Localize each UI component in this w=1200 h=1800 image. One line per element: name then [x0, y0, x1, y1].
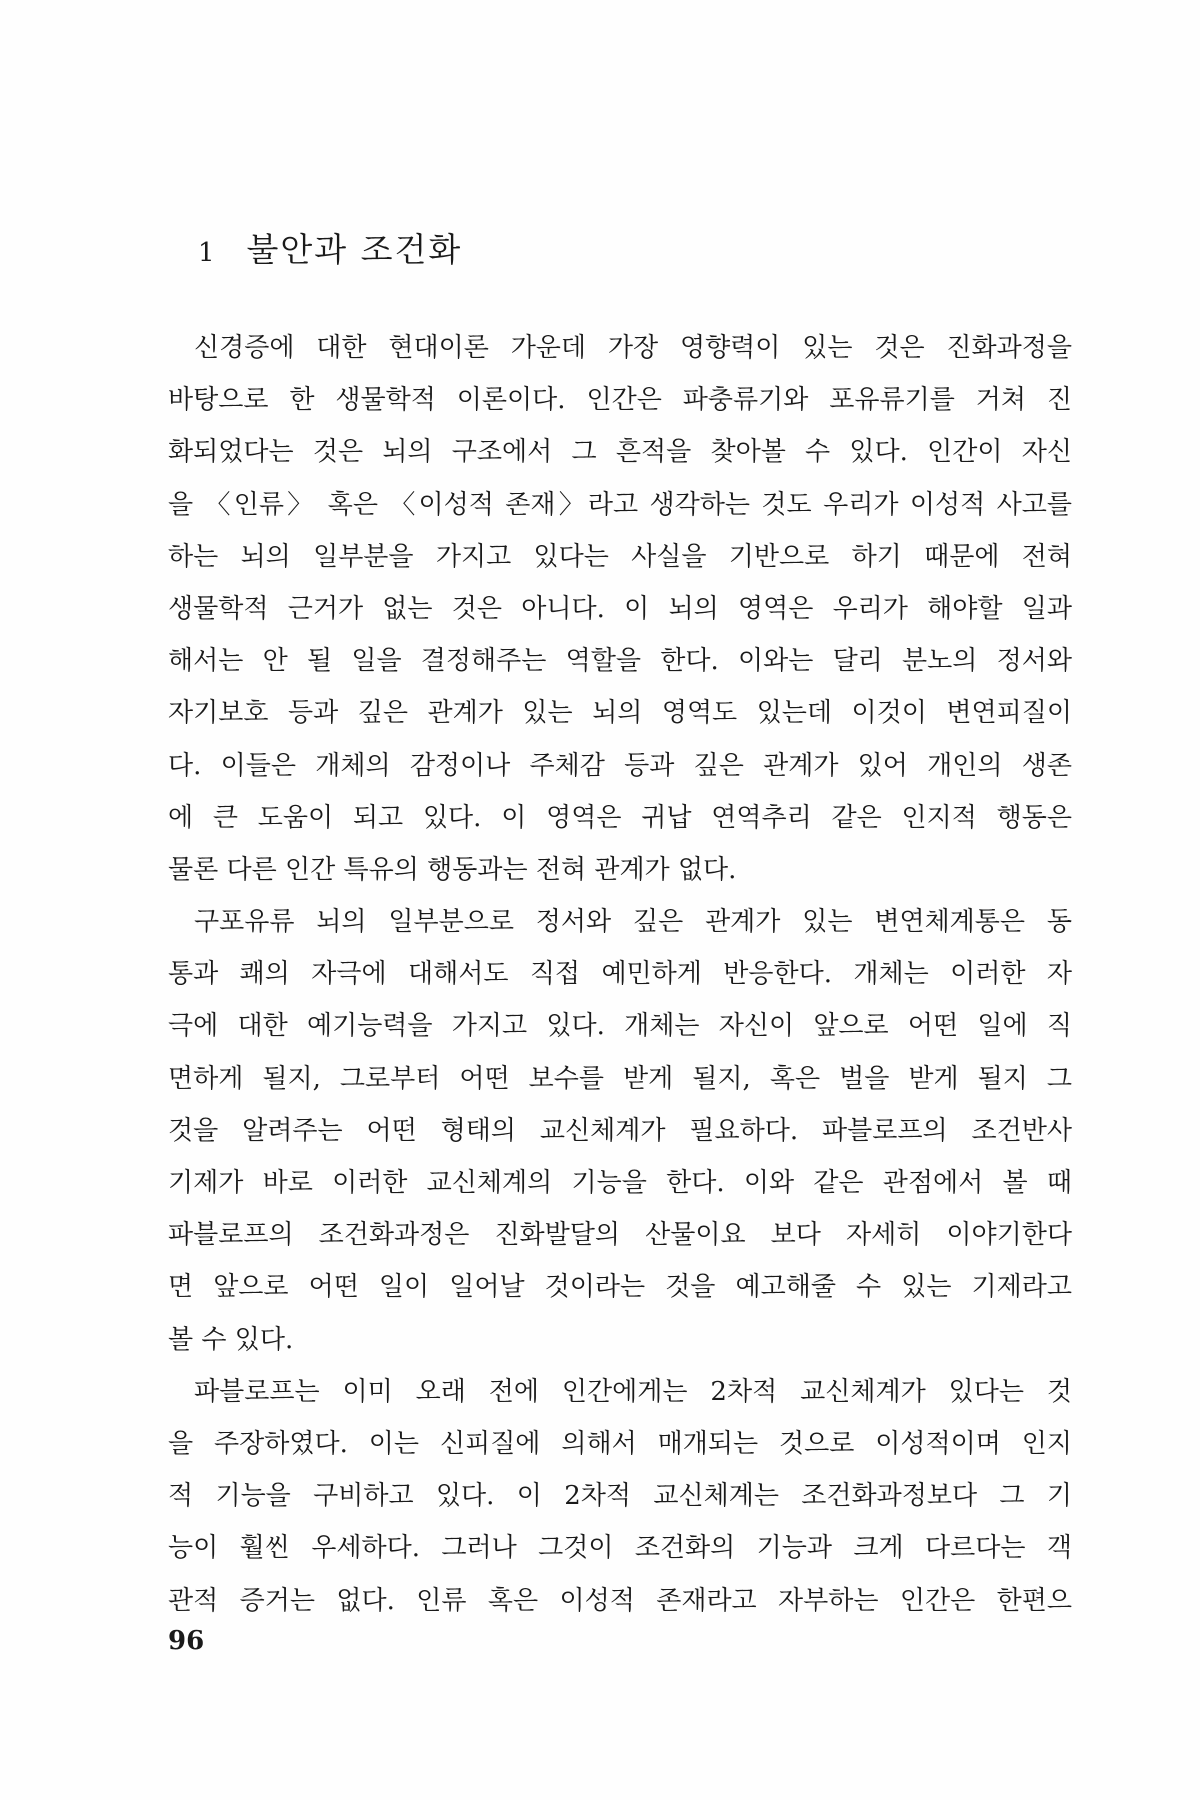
text-line: 을 〈인류〉 혹은 〈이성적 존재〉라고 생각하는 것도 우리가 이성적 사고를 [168, 489, 1072, 520]
section-title: 불안과 조건화 [246, 230, 463, 269]
text-line: 바탕으로 한 생물학적 이론이다. 인간은 파충류기와 포유류기를 거쳐 진 [168, 385, 1072, 416]
text-line: 에 큰 도움이 되고 있다. 이 영역은 귀납 연역추리 같은 인지적 행동은 [168, 802, 1072, 833]
text-line: 신경증에 대한 현대이론 가운데 가장 영향력이 있는 것은 진화과정을 [194, 333, 1072, 363]
text-line: 볼 수 있다. [168, 1324, 294, 1355]
text-line: 구포유류 뇌의 일부분으로 정서와 깊은 관계가 있는 변연체계통은 동 [194, 907, 1072, 938]
text-line: 면 앞으로 어떤 일이 일어날 것이라는 것을 예고해줄 수 있는 기제라고 [168, 1272, 1072, 1303]
section-heading [198, 224, 462, 271]
text-line: 능이 훨씬 우세하다. 그러나 그것이 조건화의 기능과 크게 다르다는 객 [168, 1533, 1072, 1564]
section-number: 1 [198, 238, 217, 268]
text-line: 을 주장하였다. 이는 신피질에 의해서 매개되는 것으로 이성적이며 인지 [168, 1428, 1072, 1459]
text-line: 통과 쾌의 자극에 대해서도 직접 예민하게 반응한다. 개체는 이러한 자 [168, 959, 1072, 990]
text-line: 파블로프는 이미 오래 전에 인간에게는 2차적 교신체계가 있다는 것 [194, 1376, 1072, 1407]
text-line: 파블로프의 조건화과정은 진화발달의 산물이요 보다 자세히 이야기한다 [168, 1220, 1072, 1251]
page-number: 96 [168, 1626, 205, 1656]
text-line: 것을 알려주는 어떤 형태의 교신체계가 필요하다. 파블로프의 조건반사 [168, 1115, 1072, 1146]
text-line: 기제가 바로 이러한 교신체계의 기능을 한다. 이와 같은 관점에서 볼 때 [168, 1168, 1072, 1198]
text-line: 화되었다는 것은 뇌의 구조에서 그 흔적을 찾아볼 수 있다. 인간이 자신 [168, 437, 1072, 468]
text-line: 면하게 될지, 그로부터 어떤 보수를 받게 될지, 혹은 벌을 받게 될지 그 [168, 1063, 1072, 1094]
text-line: 다. 이들은 개체의 감정이나 주체감 등과 깊은 관계가 있어 개인의 생존 [168, 750, 1072, 781]
text-line: 적 기능을 구비하고 있다. 이 2차적 교신체계는 조건화과정보다 그 기 [168, 1481, 1072, 1512]
text-line: 하는 뇌의 일부분을 가지고 있다는 사실을 기반으로 하기 때문에 전혀 [168, 541, 1072, 572]
text-line: 관적 증거는 없다. 인류 혹은 이성적 존재라고 자부하는 인간은 한편으 [168, 1585, 1072, 1616]
text-line: 물론 다른 인간 특유의 행동과는 전혀 관계가 없다. [168, 854, 737, 885]
text-line: 생물학적 근거가 없는 것은 아니다. 이 뇌의 영역은 우리가 해야할 일과 [168, 593, 1072, 624]
body-text [168, 322, 1072, 1627]
text-line: 자기보호 등과 깊은 관계가 있는 뇌의 영역도 있는데 이것이 변연피질이 [168, 698, 1072, 729]
text-line: 해서는 안 될 일을 결정해주는 역할을 한다. 이와는 달리 분노의 정서와 [168, 646, 1072, 677]
text-line: 극에 대한 예기능력을 가지고 있다. 개체는 자신이 앞으로 어떤 일에 직 [168, 1011, 1072, 1042]
